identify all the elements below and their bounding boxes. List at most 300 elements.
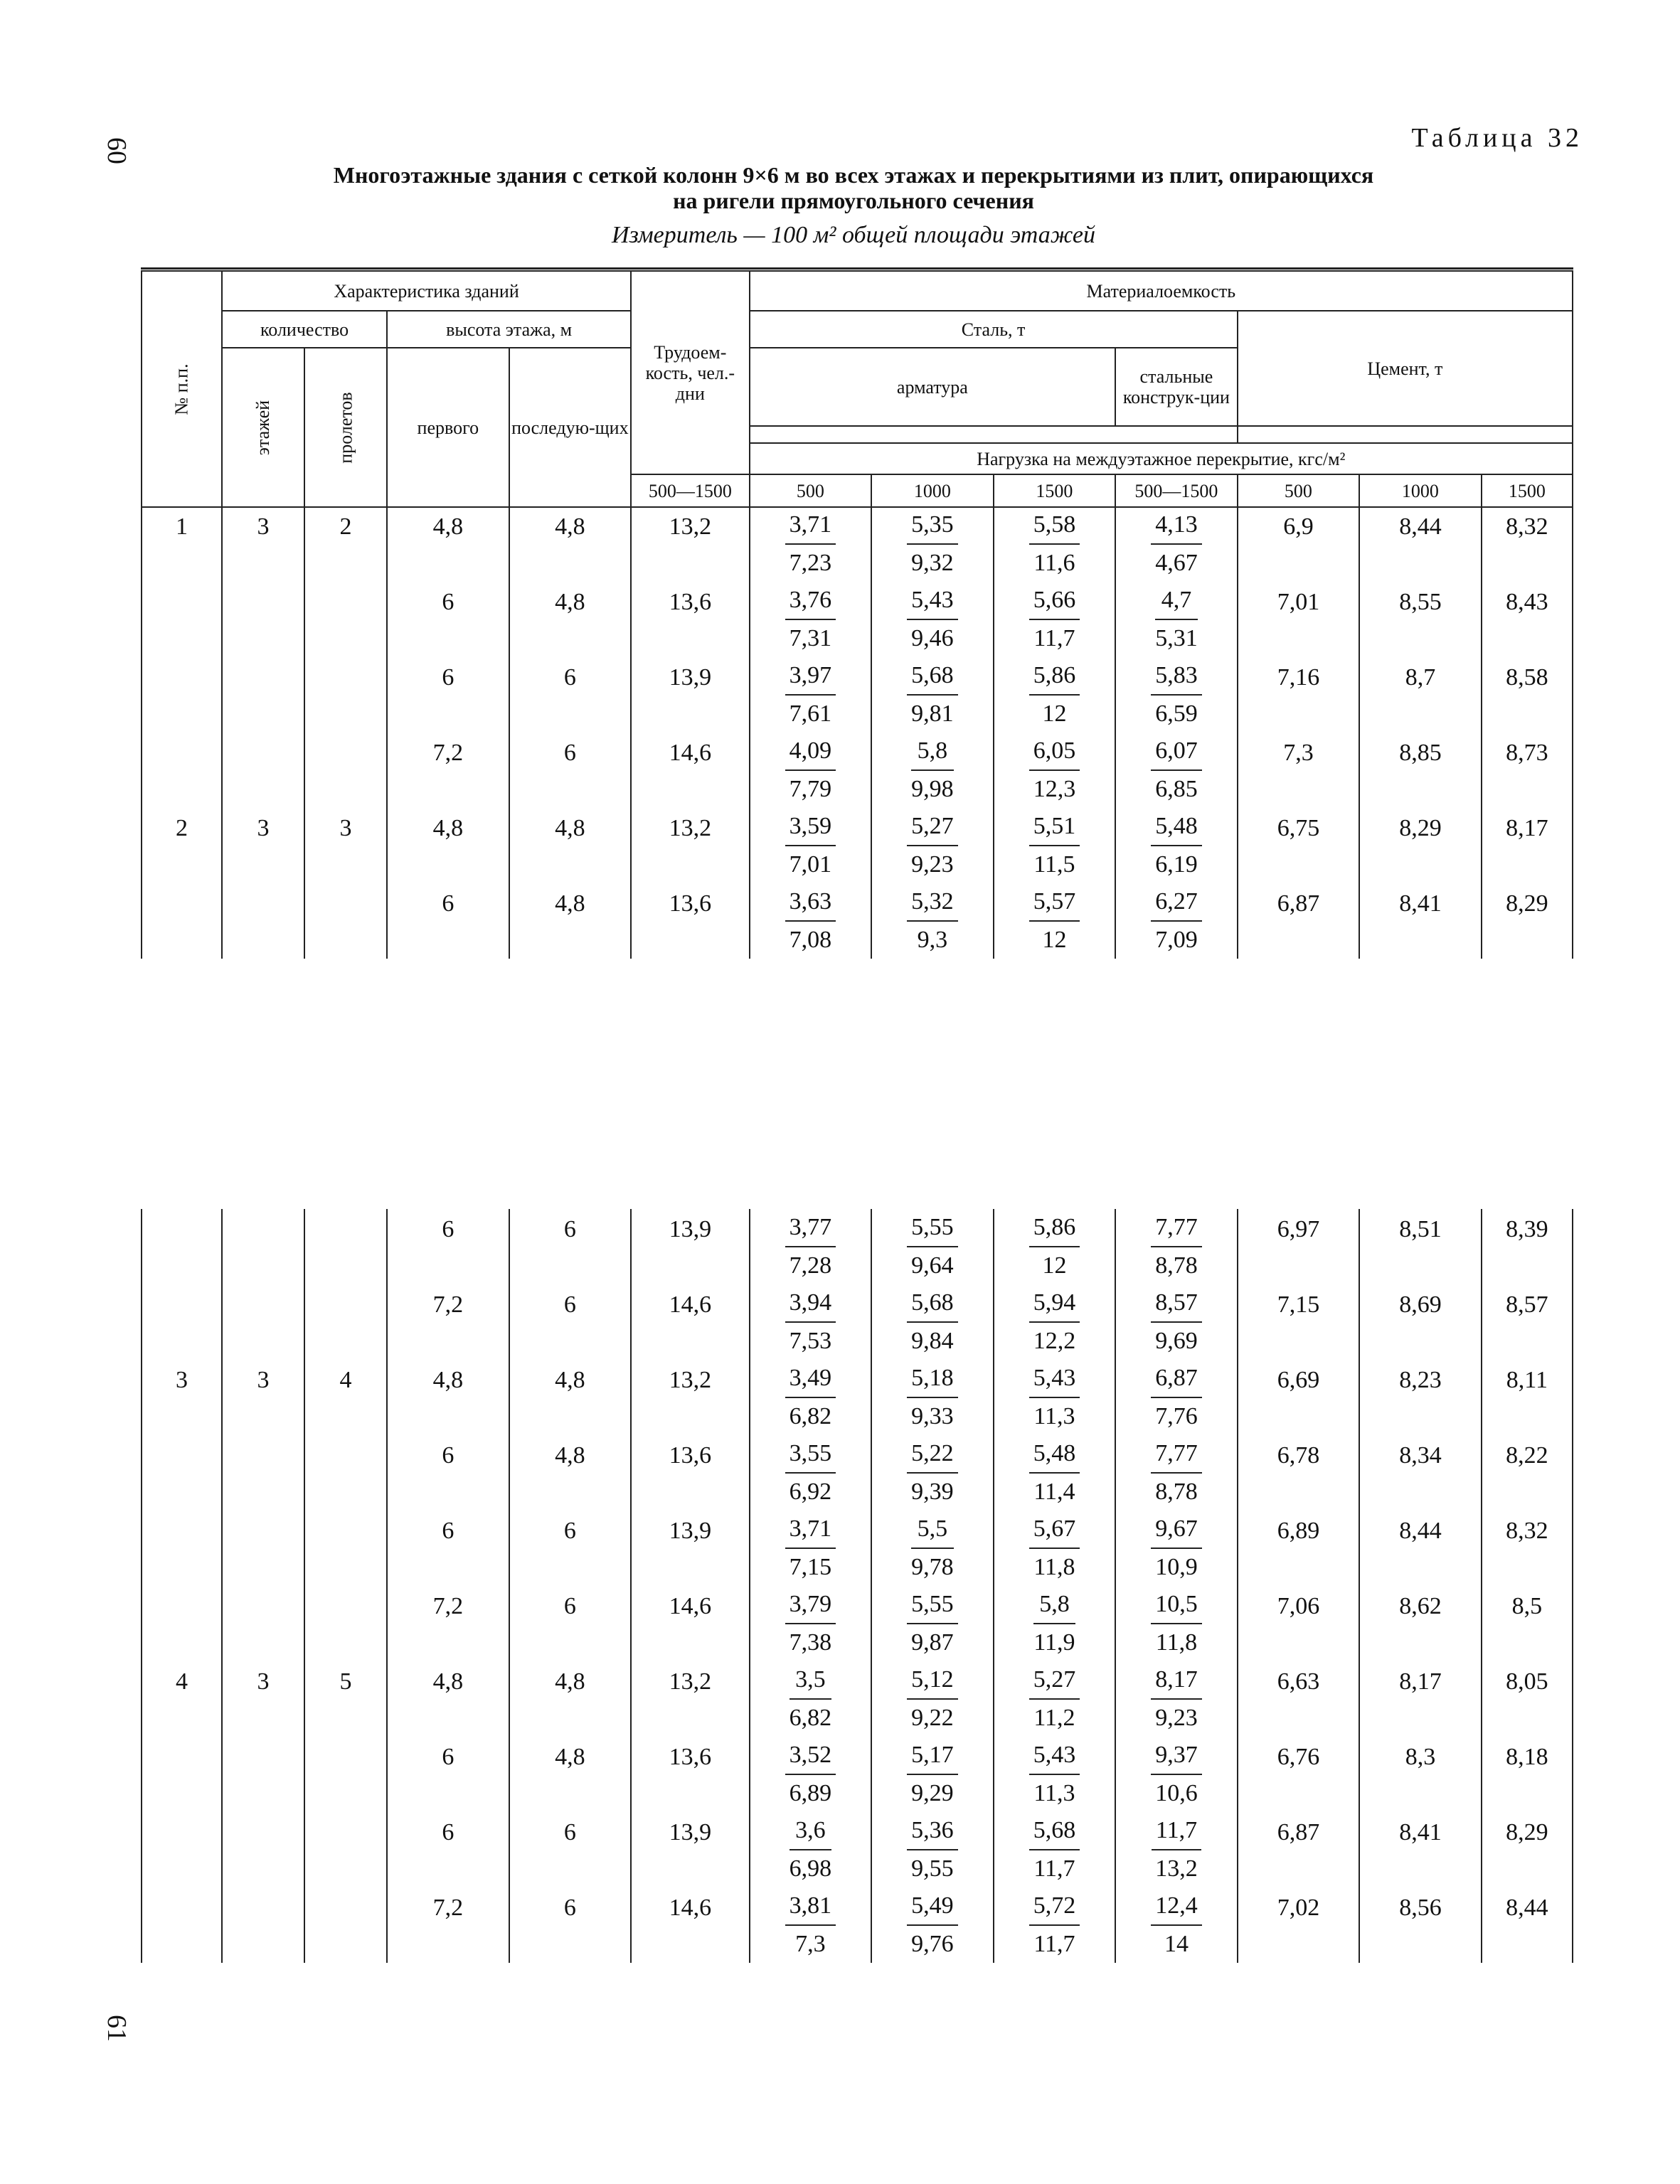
value-1-floor: 11,7	[1152, 1812, 1201, 1850]
cement-1500: 8,39	[1482, 1209, 1573, 1284]
rebar-1000	[871, 1511, 994, 1586]
table-row	[142, 1812, 1573, 1887]
value-per-floor: 7,3	[795, 1931, 826, 1957]
cement-1500: 8,18	[1482, 1737, 1573, 1812]
value-per-floor: 12	[1042, 701, 1067, 727]
value-per-floor: 9,33	[911, 1403, 954, 1429]
floors-count	[222, 1209, 304, 1284]
value-per-floor: 8,78	[1155, 1479, 1198, 1505]
rebar-1500	[994, 582, 1116, 657]
steel-struct	[1115, 883, 1238, 959]
cement-1500: 8,29	[1482, 1812, 1573, 1887]
labor: 13,9	[631, 1511, 749, 1586]
height-next: 6	[509, 733, 632, 808]
rebar-1500	[994, 1737, 1116, 1812]
rebar-1000	[871, 733, 994, 808]
hdr-first: первого	[387, 348, 509, 507]
cement-1000: 8,69	[1359, 1284, 1482, 1360]
value-1-floor: 5,86	[1029, 1209, 1080, 1247]
cement-1000: 8,51	[1359, 1209, 1482, 1284]
rebar-1000	[871, 1360, 994, 1435]
value-1-floor: 5,55	[907, 1586, 958, 1624]
cement-500: 6,9	[1238, 506, 1360, 582]
rebar-1000	[871, 883, 994, 959]
value-per-floor: 9,29	[911, 1780, 954, 1806]
labor: 14,6	[631, 1887, 749, 1963]
floors-count: 3	[222, 1360, 304, 1435]
cement-500: 6,75	[1238, 808, 1360, 883]
floors-count	[222, 1586, 304, 1661]
value-1-floor: 5,68	[907, 1284, 958, 1323]
value-1-floor: 5,43	[907, 582, 958, 620]
value-1-floor: 5,36	[907, 1812, 958, 1850]
floors-count	[222, 1511, 304, 1586]
height-first: 7,2	[387, 733, 509, 808]
value-per-floor: 11,8	[1033, 1554, 1075, 1580]
value-1-floor: 8,57	[1151, 1284, 1202, 1323]
hdr-spacer-2	[1238, 426, 1573, 443]
steel-struct	[1115, 1360, 1238, 1435]
value-1-floor: 5,57	[1029, 883, 1080, 922]
steel-struct	[1115, 1812, 1238, 1887]
cement-500: 7,01	[1238, 582, 1360, 657]
rebar-500	[750, 657, 872, 733]
value-per-floor: 6,92	[789, 1479, 832, 1505]
spans-count	[304, 1435, 387, 1511]
value-per-floor: 6,85	[1155, 776, 1198, 802]
value-per-floor: 7,61	[789, 701, 832, 727]
steel-struct	[1115, 1209, 1238, 1284]
floors-count	[222, 883, 304, 959]
value-1-floor: 8,17	[1151, 1661, 1202, 1700]
rebar-500	[750, 1284, 872, 1360]
hdr-labor: Трудоем-кость, чел.-дни	[631, 271, 749, 474]
rebar-1000	[871, 1887, 994, 1963]
table-row	[142, 1737, 1573, 1812]
measure-unit: Измеритель — 100 м² общей площади этажей	[612, 222, 1095, 248]
value-per-floor: 10,6	[1155, 1780, 1198, 1806]
load-value: 1000	[871, 474, 994, 507]
value-1-floor: 5,51	[1029, 808, 1080, 846]
table-row	[142, 1887, 1573, 1963]
value-per-floor: 9,23	[911, 851, 954, 878]
value-1-floor: 3,97	[785, 657, 836, 696]
cement-1000: 8,44	[1359, 506, 1482, 582]
load-value: 1000	[1359, 474, 1482, 507]
floors-count	[222, 1887, 304, 1963]
value-1-floor: 9,67	[1151, 1511, 1202, 1549]
labor: 13,2	[631, 808, 749, 883]
height-first: 4,8	[387, 506, 509, 582]
cement-1000: 8,55	[1359, 582, 1482, 657]
value-1-floor: 7,77	[1151, 1435, 1202, 1474]
rebar-1500	[994, 1661, 1116, 1737]
value-per-floor: 14	[1164, 1931, 1189, 1957]
height-next: 4,8	[509, 582, 632, 657]
height-first: 6	[387, 657, 509, 733]
rebar-1500	[994, 733, 1116, 808]
rebar-1000	[871, 808, 994, 883]
spans-count	[304, 1511, 387, 1586]
value-1-floor: 3,55	[785, 1435, 836, 1474]
steel-struct	[1115, 506, 1238, 582]
row-number	[142, 1812, 222, 1887]
table-row	[142, 582, 1573, 657]
height-next: 4,8	[509, 506, 632, 582]
cement-1500: 8,44	[1482, 1887, 1573, 1963]
value-per-floor: 8,78	[1155, 1252, 1198, 1279]
value-1-floor: 9,37	[1151, 1737, 1202, 1775]
value-1-floor: 3,71	[785, 1511, 836, 1549]
value-per-floor: 6,89	[789, 1780, 832, 1806]
value-1-floor: 10,5	[1151, 1586, 1202, 1624]
value-per-floor: 12,3	[1033, 776, 1076, 802]
table-row	[142, 506, 1573, 582]
value-1-floor: 3,71	[785, 506, 836, 545]
value-per-floor: 6,59	[1155, 701, 1198, 727]
row-number	[142, 1511, 222, 1586]
spans-count	[304, 1887, 387, 1963]
value-1-floor: 5,49	[907, 1887, 958, 1926]
steel-struct	[1115, 1511, 1238, 1586]
cement-500: 6,78	[1238, 1435, 1360, 1511]
row-number: 4	[142, 1661, 222, 1737]
value-per-floor: 7,23	[789, 550, 832, 576]
table-row	[142, 1586, 1573, 1661]
value-1-floor: 6,05	[1029, 733, 1080, 771]
hdr-floors: этажей	[222, 348, 304, 507]
value-1-floor: 5,12	[907, 1661, 958, 1700]
rebar-1500	[994, 1360, 1116, 1435]
cement-500: 6,87	[1238, 1812, 1360, 1887]
cement-500: 6,89	[1238, 1511, 1360, 1586]
cement-1000: 8,7	[1359, 657, 1482, 733]
value-per-floor: 12,2	[1033, 1328, 1076, 1354]
title-line-1: Многоэтажные здания с сеткой колонн 9×6 м во всех этажах и перекрытиями из плит, опирающихся	[333, 162, 1374, 188]
labor: 13,6	[631, 1737, 749, 1812]
page-number-top: 60	[102, 137, 132, 164]
labor: 13,9	[631, 1812, 749, 1887]
steel-struct	[1115, 1661, 1238, 1737]
spans-count	[304, 883, 387, 959]
rebar-1000	[871, 1737, 994, 1812]
steel-struct	[1115, 1435, 1238, 1511]
value-per-floor: 9,39	[911, 1479, 954, 1505]
load-value: 500	[750, 474, 872, 507]
rebar-1500	[994, 1586, 1116, 1661]
cement-1000: 8,44	[1359, 1511, 1482, 1586]
value-per-floor: 7,53	[789, 1328, 832, 1354]
rebar-500	[750, 883, 872, 959]
value-per-floor: 11,4	[1033, 1479, 1075, 1505]
rebar-500	[750, 1360, 872, 1435]
rebar-1000	[871, 1284, 994, 1360]
value-1-floor: 3,81	[785, 1887, 836, 1926]
hdr-qty: количество	[222, 311, 387, 348]
hdr-spans: пролетов	[304, 348, 387, 507]
height-first: 6	[387, 1737, 509, 1812]
load-value: 500—1500	[631, 474, 749, 507]
value-1-floor: 3,77	[785, 1209, 836, 1247]
value-per-floor: 11,7	[1033, 625, 1075, 651]
steel-struct	[1115, 1586, 1238, 1661]
spans-count: 4	[304, 1360, 387, 1435]
rebar-1500	[994, 883, 1116, 959]
value-1-floor: 6,07	[1151, 733, 1202, 771]
value-per-floor: 6,82	[789, 1403, 832, 1429]
rebar-1000	[871, 582, 994, 657]
value-per-floor: 6,19	[1155, 851, 1198, 878]
value-1-floor: 5,8	[911, 733, 954, 771]
value-1-floor: 3,76	[785, 582, 836, 620]
hdr-next: последую-щих	[509, 348, 632, 507]
cement-500: 6,76	[1238, 1737, 1360, 1812]
spans-count	[304, 657, 387, 733]
height-next: 6	[509, 657, 632, 733]
value-per-floor: 7,31	[789, 625, 832, 651]
rebar-500	[750, 582, 872, 657]
rebar-1000	[871, 1812, 994, 1887]
floors-count	[222, 1284, 304, 1360]
floors-count: 3	[222, 808, 304, 883]
value-per-floor: 11,3	[1033, 1403, 1075, 1429]
cement-500: 7,15	[1238, 1284, 1360, 1360]
value-per-floor: 9,78	[911, 1554, 954, 1580]
spans-count: 2	[304, 506, 387, 582]
value-per-floor: 7,01	[789, 851, 832, 878]
value-1-floor: 5,68	[1029, 1812, 1080, 1850]
value-per-floor: 11,3	[1033, 1780, 1075, 1806]
height-next: 4,8	[509, 1661, 632, 1737]
table-row	[142, 733, 1573, 808]
table-header	[141, 270, 1573, 508]
value-per-floor: 9,98	[911, 776, 954, 802]
table-row	[142, 1360, 1573, 1435]
labor: 14,6	[631, 1586, 749, 1661]
value-per-floor: 11,6	[1033, 550, 1075, 576]
value-per-floor: 6,98	[789, 1855, 832, 1882]
value-per-floor: 9,46	[911, 625, 954, 651]
value-1-floor: 5,18	[907, 1360, 958, 1398]
cement-1000: 8,23	[1359, 1360, 1482, 1435]
value-1-floor: 5,35	[907, 506, 958, 545]
cement-1000: 8,41	[1359, 1812, 1482, 1887]
value-per-floor: 9,32	[911, 550, 954, 576]
value-per-floor: 7,28	[789, 1252, 832, 1279]
hdr-load: Нагрузка на междуэтажное перекрытие, кгс/м²	[750, 443, 1573, 474]
height-next: 6	[509, 1284, 632, 1360]
labor: 13,9	[631, 657, 749, 733]
hdr-characteristics: Характеристика зданий	[222, 271, 631, 311]
value-1-floor: 5,5	[911, 1511, 954, 1549]
rebar-1000	[871, 506, 994, 582]
rebar-1500	[994, 1435, 1116, 1511]
rebar-500	[750, 1586, 872, 1661]
rebar-500	[750, 808, 872, 883]
value-per-floor: 13,2	[1155, 1855, 1198, 1882]
value-per-floor: 9,81	[911, 701, 954, 727]
height-next: 4,8	[509, 1360, 632, 1435]
steel-struct	[1115, 808, 1238, 883]
labor: 13,6	[631, 883, 749, 959]
load-value: 500—1500	[1115, 474, 1238, 507]
cement-1000: 8,41	[1359, 883, 1482, 959]
hdr-height: высота этажа, м	[387, 311, 631, 348]
rebar-500	[750, 1887, 872, 1963]
cement-500: 7,16	[1238, 657, 1360, 733]
value-per-floor: 9,64	[911, 1252, 954, 1279]
row-number	[142, 1284, 222, 1360]
rebar-500	[750, 1435, 872, 1511]
height-next: 6	[509, 1209, 632, 1284]
height-next: 4,8	[509, 1435, 632, 1511]
rebar-500	[750, 1209, 872, 1284]
value-1-floor: 5,17	[907, 1737, 958, 1775]
page-number-bottom: 61	[102, 2015, 132, 2042]
value-1-floor: 5,27	[1029, 1661, 1080, 1700]
rebar-500	[750, 1737, 872, 1812]
table-row	[142, 1435, 1573, 1511]
steel-struct	[1115, 733, 1238, 808]
cement-500: 7,02	[1238, 1887, 1360, 1963]
cement-1500: 8,32	[1482, 506, 1573, 582]
rebar-1000	[871, 657, 994, 733]
labor: 14,6	[631, 1284, 749, 1360]
value-1-floor: 5,43	[1029, 1737, 1080, 1775]
spans-count	[304, 1586, 387, 1661]
cement-1500: 8,73	[1482, 733, 1573, 808]
rebar-1500	[994, 1887, 1116, 1963]
height-next: 4,8	[509, 808, 632, 883]
row-number	[142, 1435, 222, 1511]
value-1-floor: 5,66	[1029, 582, 1080, 620]
steel-struct	[1115, 1887, 1238, 1963]
row-number	[142, 582, 222, 657]
value-1-floor: 12,4	[1151, 1887, 1202, 1926]
table-body-top	[141, 506, 1573, 959]
title-line-2: на ригели прямоугольного сечения	[673, 188, 1034, 213]
row-number: 2	[142, 808, 222, 883]
spans-count	[304, 1812, 387, 1887]
cement-1500: 8,22	[1482, 1435, 1573, 1511]
rebar-1500	[994, 657, 1116, 733]
height-first: 6	[387, 1511, 509, 1586]
labor: 13,9	[631, 1209, 749, 1284]
value-1-floor: 6,87	[1151, 1360, 1202, 1398]
height-first: 7,2	[387, 1284, 509, 1360]
load-value: 500	[1238, 474, 1360, 507]
height-first: 4,8	[387, 1661, 509, 1737]
steel-struct	[1115, 657, 1238, 733]
floors-count	[222, 1812, 304, 1887]
value-1-floor: 6,27	[1151, 883, 1202, 922]
hdr-cement: Цемент, т	[1238, 311, 1573, 426]
value-per-floor: 9,3	[917, 927, 948, 953]
value-per-floor: 9,87	[911, 1629, 954, 1656]
row-number	[142, 1586, 222, 1661]
rule-top	[141, 267, 1573, 270]
rebar-1000	[871, 1209, 994, 1284]
value-1-floor: 3,49	[785, 1360, 836, 1398]
cement-1500: 8,5	[1482, 1586, 1573, 1661]
value-per-floor: 7,79	[789, 776, 832, 802]
value-per-floor: 11,7	[1033, 1931, 1075, 1957]
value-1-floor: 5,55	[907, 1209, 958, 1247]
value-per-floor: 9,55	[911, 1855, 954, 1882]
hdr-material: Материалоемкость	[750, 271, 1573, 311]
value-1-floor: 5,58	[1029, 506, 1080, 545]
value-per-floor: 7,08	[789, 927, 832, 953]
value-per-floor: 9,76	[911, 1931, 954, 1957]
cement-1000: 8,85	[1359, 733, 1482, 808]
floors-count	[222, 657, 304, 733]
value-1-floor: 5,27	[907, 808, 958, 846]
rebar-1500	[994, 808, 1116, 883]
value-per-floor: 5,31	[1155, 625, 1198, 651]
cement-1500: 8,11	[1482, 1360, 1573, 1435]
table-row	[142, 1209, 1573, 1284]
cement-1500: 8,29	[1482, 883, 1573, 959]
rebar-1000	[871, 1586, 994, 1661]
row-number: 1	[142, 506, 222, 582]
rebar-1500	[994, 1812, 1116, 1887]
value-1-floor: 3,5	[790, 1661, 832, 1700]
spans-count: 3	[304, 808, 387, 883]
rebar-1000	[871, 1661, 994, 1737]
hdr-steel-struct: стальные конструк-ции	[1115, 348, 1238, 426]
value-1-floor: 4,13	[1151, 506, 1202, 545]
cement-500: 6,97	[1238, 1209, 1360, 1284]
height-next: 6	[509, 1812, 632, 1887]
height-first: 6	[387, 883, 509, 959]
value-1-floor: 5,8	[1033, 1586, 1075, 1624]
value-1-floor: 4,7	[1155, 582, 1198, 620]
value-1-floor: 3,6	[790, 1812, 832, 1850]
rebar-1500	[994, 1209, 1116, 1284]
height-next: 6	[509, 1586, 632, 1661]
row-number	[142, 1887, 222, 1963]
height-first: 7,2	[387, 1586, 509, 1661]
value-1-floor: 5,72	[1029, 1887, 1080, 1926]
hdr-steel: Сталь, т	[750, 311, 1238, 348]
table-title	[213, 162, 1494, 213]
value-per-floor: 11,9	[1033, 1629, 1075, 1656]
value-1-floor: 5,94	[1029, 1284, 1080, 1323]
spans-count	[304, 1284, 387, 1360]
rebar-500	[750, 733, 872, 808]
cement-500: 6,69	[1238, 1360, 1360, 1435]
cement-500: 6,63	[1238, 1661, 1360, 1737]
cement-1000: 8,17	[1359, 1661, 1482, 1737]
height-first: 6	[387, 582, 509, 657]
value-per-floor: 11,7	[1033, 1855, 1075, 1882]
floors-count	[222, 733, 304, 808]
cement-1500: 8,57	[1482, 1284, 1573, 1360]
value-per-floor: 6,82	[789, 1705, 832, 1731]
spans-count	[304, 1737, 387, 1812]
row-number: 3	[142, 1360, 222, 1435]
floors-count: 3	[222, 506, 304, 582]
spans-count	[304, 733, 387, 808]
value-1-floor: 5,48	[1029, 1435, 1080, 1474]
spans-count: 5	[304, 1661, 387, 1737]
spans-count	[304, 1209, 387, 1284]
value-per-floor: 11,2	[1033, 1705, 1075, 1731]
value-per-floor: 12	[1042, 1252, 1067, 1279]
rebar-1000	[871, 1435, 994, 1511]
value-1-floor: 5,83	[1151, 657, 1202, 696]
steel-struct	[1115, 582, 1238, 657]
